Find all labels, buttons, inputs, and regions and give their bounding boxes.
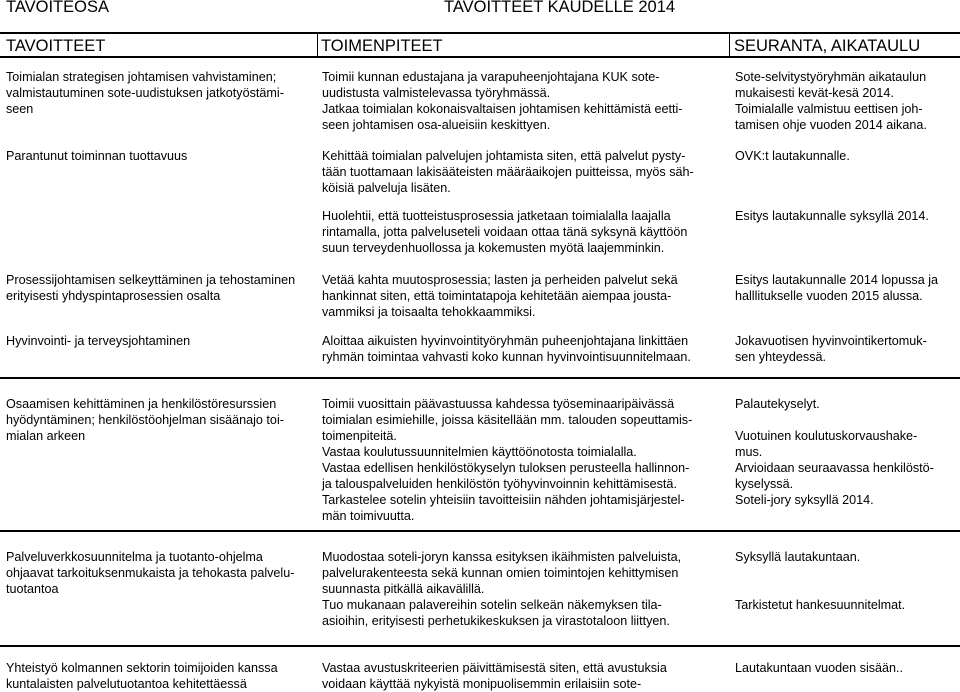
text-line: erityisesti yhdyspintaprosessien osalta (6, 289, 221, 303)
action-cell (322, 272, 678, 320)
text-line: Palveluverkkosuunnitelma ja tuotanto-ohjelma (6, 550, 263, 564)
text-line: rintamalla, jotta palveluseteli voidaan ottaa tänä syksynä käyttöön (322, 225, 688, 239)
followup-cell (735, 148, 850, 164)
text-line: Tuo mukanaan palavereihin sotelin selkeän näkemyksen tila- (322, 598, 662, 612)
followup-cell (735, 272, 938, 304)
text-line: Toimialalle valmistuu eettisen joh- (735, 102, 923, 116)
action-cell (322, 208, 687, 256)
table-top-rule (0, 32, 960, 34)
action-cell (322, 396, 692, 524)
text-line: Arvioidaan seuraavassa henkilöstö- (735, 461, 934, 475)
text-line: Toimii kunnan edustajana ja varapuheenjohtajana KUK sote- (322, 70, 660, 84)
text-line: Osaamisen kehittäminen ja henkilöstöresurssien (6, 397, 277, 411)
text-line: Jokavuotisen hyvinvointikertomuk- (735, 334, 927, 348)
text-line: mus. (735, 445, 763, 459)
text-line: Vetää kahta muutosprosessia; lasten ja perheiden palvelut sekä (322, 273, 678, 287)
text-line: Vuotuinen koulutuskorvaushake- (735, 429, 918, 443)
text-line: Tarkistetut hankesuunnitelmat. (735, 598, 906, 612)
goal-cell (6, 549, 294, 597)
text-line: Hyvinvointi- ja terveysjohtaminen (6, 334, 191, 348)
text-line: ohjaavat tarkoituksenmukaista ja tehokasta palvelu- (6, 566, 295, 580)
text-line: män toimivuutta. (322, 509, 415, 523)
text-line: asioihin, erityisesti perhetukikeskuksen ja virastotaloon liittyen. (322, 614, 670, 628)
column-header-actions: TOIMENPITEET (321, 37, 443, 55)
action-cell (322, 333, 691, 365)
text-line: Vastaa koulutussuunnitelmien käyttöönotosta toimialalla. (322, 445, 637, 459)
action-cell (322, 660, 667, 692)
followup-cell (735, 396, 934, 508)
section-rule (0, 377, 960, 379)
text-line: Syksyllä lautakuntaan. (735, 550, 861, 564)
text-line (735, 565, 905, 581)
section-rule (0, 530, 960, 532)
text-line: ryhmän toimintaa vahvasti koko kunnan hyvinvointisuunnitelmaan. (322, 350, 691, 364)
text-line: hyödyntäminen; henkilöstöohjelman sisäänajo toi- (6, 413, 284, 427)
text-line: suunnasta pitkällä aikavälillä. (322, 582, 485, 596)
column-header-followup: SEURANTA, AIKATAULU (734, 37, 921, 55)
text-line: Toimii vuosittain päävastuussa kahdessa työseminaaripäivässä (322, 397, 675, 411)
goal-cell (6, 333, 190, 349)
text-line: Toimialan strategisen johtamisen vahvistaminen; (6, 70, 277, 84)
followup-cell (735, 69, 927, 133)
column-header-goals: TAVOITTEET (6, 37, 106, 55)
text-line: Huolehtii, että tuotteistusprosessia jatketaan toimialalla laajalla (322, 209, 671, 223)
text-line: Lautakuntaan vuoden sisään.. (735, 661, 904, 675)
action-cell (322, 69, 683, 133)
text-line: Sote-selvitystyöryhmän aikataulun (735, 70, 927, 84)
text-line: toimialan esimiehille, joissa käsitellään mm. talouden sopeuttamis- (322, 413, 693, 427)
text-line: Palautekyselyt. (735, 397, 820, 411)
section-rule (0, 645, 960, 647)
text-line: toimenpiteitä. (322, 429, 397, 443)
text-line: Vastaa edellisen henkilöstökyselyn tuloksen perusteella hallinnon- (322, 461, 690, 475)
text-line: suun terveydenhuollossa ja kokemusten myötä laajemminkin. (322, 241, 665, 255)
text-line: Soteli-jory syksyllä 2014. (735, 493, 874, 507)
followup-cell (735, 208, 929, 224)
text-line: halllitukselle vuoden 2015 alussa. (735, 289, 923, 303)
followup-cell (735, 549, 905, 613)
text-line: Yhteistyö kolmannen sektorin toimijoiden kanssa (6, 661, 278, 675)
goal-cell (6, 148, 187, 164)
text-line: kyselyssä. (735, 477, 794, 491)
text-line: hankinnat siten, että toimintatapoja kehitetään aiempaa jousta- (322, 289, 672, 303)
text-line: mukaisesti kevät-kesä 2014. (735, 86, 894, 100)
header-rule (0, 56, 960, 58)
text-line: kuntalaisten palvelutuotantoa kehitettäessä (6, 677, 247, 691)
goal-cell (6, 69, 284, 117)
text-line: Aloittaa aikuisten hyvinvointityöryhmän puheenjohtajana linkittäen (322, 334, 689, 348)
text-line: Parantunut toiminnan tuottavuus (6, 149, 188, 163)
text-line: seen (6, 102, 34, 116)
text-line (735, 581, 905, 597)
text-line: palvelurakenteesta sekä kunnan omien toimintojen kehittymisen (322, 566, 679, 580)
followup-cell (735, 660, 903, 676)
text-line: ja talouspalveluiden henkilöstön työhyvinvoinnin kehittämisestä. (322, 477, 677, 491)
text-line: Prosessijohtamisen selkeyttäminen ja tehostaminen (6, 273, 296, 287)
header-divider (317, 34, 318, 56)
text-line: vammiksi ja toisaalta tehokkaammiksi. (322, 305, 536, 319)
text-line: Esitys lautakunnalle syksyllä 2014. (735, 209, 929, 223)
followup-cell (735, 333, 927, 365)
text-line: Jatkaa toimialan kokonaisvaltaisen johtamisen kehittämistä eetti- (322, 102, 683, 116)
page-title-right: TAVOITTEET KAUDELLE 2014 (444, 0, 676, 16)
header-divider (729, 34, 730, 56)
text-line: Tarkastelee sotelin yhteisiin tavoitteisiin nähden johtamisjärjestel- (322, 493, 685, 507)
text-line: sen yhteydessä. (735, 350, 827, 364)
text-line: tuotantoa (6, 582, 59, 596)
action-cell (322, 148, 694, 196)
page-title-left: TAVOITEOSA (6, 0, 109, 16)
goal-cell (6, 660, 278, 692)
text-line: tamisen ohje vuoden 2014 aikana. (735, 118, 927, 132)
text-line: tään tuottamaan lakisääteisten määräaikojen puitteissa, myös säh- (322, 165, 694, 179)
goal-cell (6, 272, 295, 304)
text-line: köisiä palveluja lisäten. (322, 181, 451, 195)
text-line: Esitys lautakunnalle 2014 lopussa ja (735, 273, 939, 287)
text-line: valmistautuminen sote-uudistuksen jatkotyöstämi- (6, 86, 284, 100)
text-line: uudistusta valmistelevassa työryhmässä. (322, 86, 551, 100)
text-line: Muodostaa soteli-joryn kanssa esityksen ikäihmisten palveluista, (322, 550, 682, 564)
text-line: voidaan käyttää nykyistä monipuolisemmin erilaisiin sote- (322, 677, 642, 691)
action-cell (322, 549, 681, 629)
text-line: mialan arkeen (6, 429, 86, 443)
text-line: Vastaa avustuskriteerien päivittämisestä siten, että avustuksia (322, 661, 667, 675)
text-line: Kehittää toimialan palvelujen johtamista siten, että palvelut pysty- (322, 149, 686, 163)
goal-cell (6, 396, 284, 444)
text-line (735, 412, 934, 428)
text-line: OVK:t lautakunnalle. (735, 149, 850, 163)
text-line: seen johtamisen osa-alueisiin keskittyen. (322, 118, 551, 132)
